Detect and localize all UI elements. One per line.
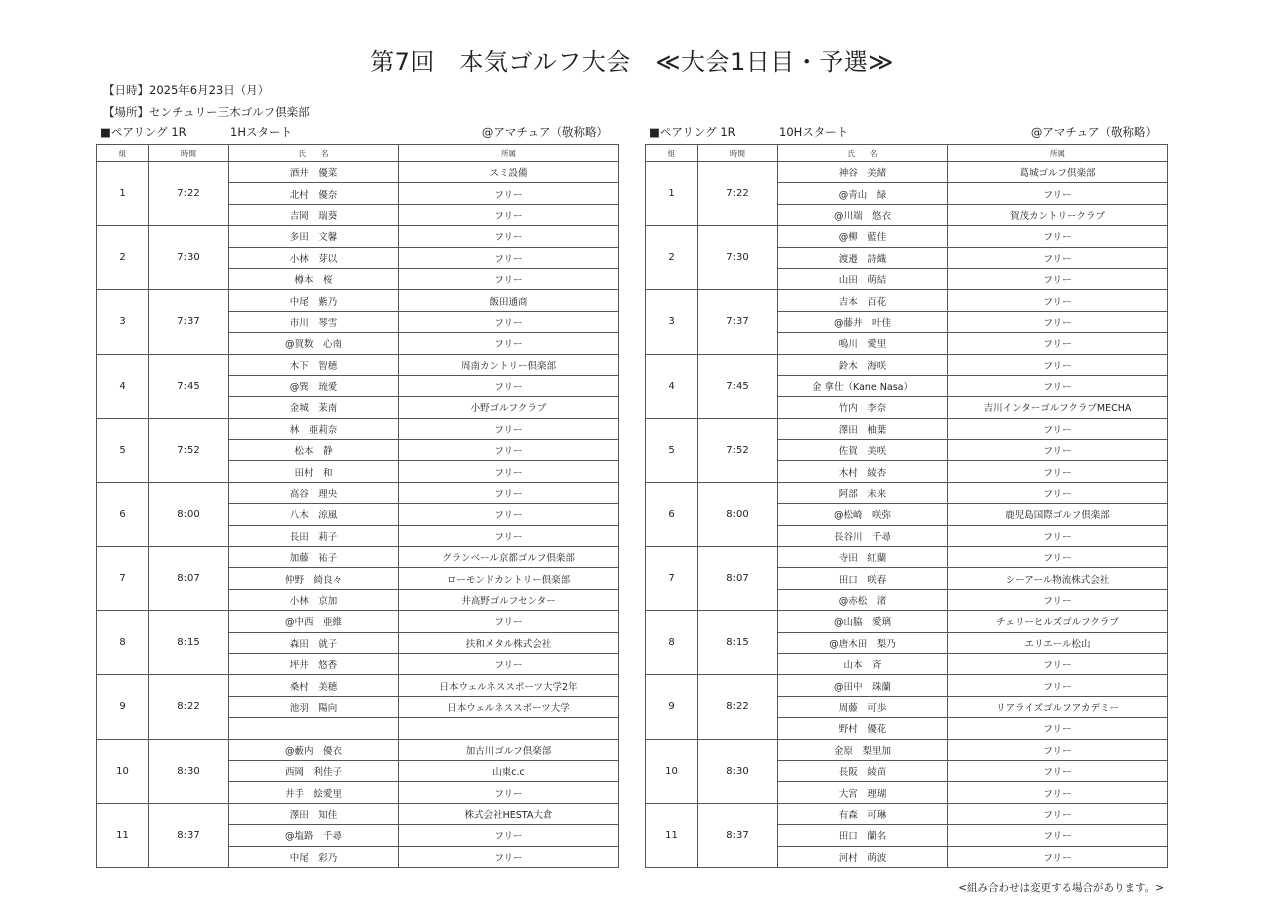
table-row — [646, 547, 1168, 568]
player-club: フリー — [399, 440, 619, 461]
player-name: 高谷 理央 — [229, 482, 399, 503]
player-name: 野村 優花 — [778, 718, 948, 739]
player-club: フリー — [948, 247, 1168, 268]
table-row — [646, 739, 1168, 760]
player-club: 株式会社HESTA大倉 — [399, 803, 619, 824]
player-name: @中西 亜維 — [229, 611, 399, 632]
player-name: 田村 和 — [229, 461, 399, 482]
player-club: フリー — [948, 268, 1168, 289]
player-club: フリー — [948, 333, 1168, 354]
player-club: フリー — [399, 333, 619, 354]
player-club: フリー — [948, 782, 1168, 803]
tee-time: 8:15 — [149, 611, 229, 675]
table-row — [646, 162, 1168, 183]
group-number: 10 — [646, 739, 698, 803]
player-club: フリー — [399, 418, 619, 439]
player-name: 佐賀 美咲 — [778, 440, 948, 461]
player-name: 長阪 綾苗 — [778, 760, 948, 781]
table-row — [646, 226, 1168, 247]
player-club: シーアール物流株式会社 — [948, 568, 1168, 589]
player-club: フリー — [399, 183, 619, 204]
player-name: 松本 静 — [229, 440, 399, 461]
tee-time: 7:30 — [149, 226, 229, 290]
player-name: 金 拿仕（Kane Nasa） — [778, 375, 948, 396]
player-club: フリー — [399, 825, 619, 846]
player-name: @唐木田 梨乃 — [778, 632, 948, 653]
left-pairing-table — [96, 144, 619, 868]
tee-time: 7:22 — [698, 162, 778, 226]
table-row — [97, 547, 619, 568]
tee-time: 8:07 — [149, 547, 229, 611]
player-club: 賀茂カントリークラブ — [948, 204, 1168, 225]
player-club: フリー — [948, 375, 1168, 396]
table-row — [646, 803, 1168, 824]
group-number: 5 — [97, 418, 149, 482]
player-club: 日本ウェルネススポーツ大学2年 — [399, 675, 619, 696]
player-name: 小林 芽以 — [229, 247, 399, 268]
player-name: 林 亜莉奈 — [229, 418, 399, 439]
player-name: 中尾 彩乃 — [229, 846, 399, 867]
player-club: フリー — [948, 461, 1168, 482]
player-club: フリー — [948, 547, 1168, 568]
player-club: フリー — [399, 247, 619, 268]
left-amateur-note: @アマチュア（敬称略） — [481, 125, 608, 139]
page-title: 第7回 本気ゴルフ大会 ≪大会1日目・予選≫ — [370, 48, 894, 76]
player-club: フリー — [399, 611, 619, 632]
player-club: 吉川インターゴルフクラブMECHA — [948, 397, 1168, 418]
player-name: 吉本 百花 — [778, 290, 948, 311]
player-club: フリー — [948, 825, 1168, 846]
tee-time: 8:22 — [698, 675, 778, 739]
player-name: 森田 就子 — [229, 632, 399, 653]
tee-time: 8:00 — [698, 482, 778, 546]
table-row — [97, 354, 619, 375]
player-name: 鳴川 愛里 — [778, 333, 948, 354]
tee-time: 7:45 — [698, 354, 778, 418]
player-name: 池羽 陽向 — [229, 696, 399, 717]
player-name: 田口 蘭名 — [778, 825, 948, 846]
player-name: 山本 斉 — [778, 653, 948, 674]
column-header-name: 氏 名 — [229, 145, 399, 162]
player-name: 渡邉 詩織 — [778, 247, 948, 268]
table-row — [97, 162, 619, 183]
left-section-header — [96, 124, 618, 142]
player-club: フリー — [948, 653, 1168, 674]
player-club: フリー — [399, 268, 619, 289]
tee-time: 7:45 — [149, 354, 229, 418]
player-name: @山脇 愛璃 — [778, 611, 948, 632]
player-club: ローモンドカントリー倶楽部 — [399, 568, 619, 589]
tee-time: 8:37 — [698, 803, 778, 867]
player-name: 金城 茉南 — [229, 397, 399, 418]
table-row — [97, 803, 619, 824]
player-name — [229, 718, 399, 739]
player-name: @青山 緑 — [778, 183, 948, 204]
player-club: 加古川ゴルフ倶楽部 — [399, 739, 619, 760]
right-section-header — [645, 124, 1167, 142]
player-club: 小野ゴルフクラブ — [399, 397, 619, 418]
table-header-row — [646, 145, 1168, 162]
tee-time: 8:15 — [698, 611, 778, 675]
group-number: 7 — [646, 547, 698, 611]
table-row — [97, 611, 619, 632]
group-number: 10 — [97, 739, 149, 803]
player-club: フリー — [399, 846, 619, 867]
player-name: @川端 悠衣 — [778, 204, 948, 225]
table-row — [646, 354, 1168, 375]
group-number: 5 — [646, 418, 698, 482]
player-name: 周藤 可歩 — [778, 696, 948, 717]
group-number: 9 — [646, 675, 698, 739]
group-number: 2 — [97, 226, 149, 290]
player-name: 市川 琴雪 — [229, 311, 399, 332]
player-club: リアライズゴルフアカデミー — [948, 696, 1168, 717]
table-row — [97, 482, 619, 503]
right-pairing-table — [645, 144, 1168, 868]
group-number: 9 — [97, 675, 149, 739]
player-name: 多田 文馨 — [229, 226, 399, 247]
column-header-group: 組 — [97, 145, 149, 162]
footnote: <組み合わせは変更する場合があります。> — [958, 882, 1164, 894]
left-section-label: ■ペアリング 1R — [100, 125, 187, 139]
player-club: フリー — [948, 718, 1168, 739]
column-header-name: 氏 名 — [778, 145, 948, 162]
player-club: フリー — [399, 375, 619, 396]
player-name: @柳 藍佳 — [778, 226, 948, 247]
column-header-club: 所属 — [399, 145, 619, 162]
player-name: 山田 萌結 — [778, 268, 948, 289]
player-club: 山東c.c — [399, 760, 619, 781]
player-name: 八木 涼風 — [229, 504, 399, 525]
player-name: @賀数 心南 — [229, 333, 399, 354]
tee-time: 8:07 — [698, 547, 778, 611]
player-club: フリー — [399, 482, 619, 503]
player-club: フリー — [948, 440, 1168, 461]
table-row — [97, 675, 619, 696]
player-club: フリー — [948, 226, 1168, 247]
player-name: 井手 絵愛里 — [229, 782, 399, 803]
player-name: 吉岡 瑞葵 — [229, 204, 399, 225]
tee-time: 7:30 — [698, 226, 778, 290]
event-date: 【日時】2025年6月23日（月） — [103, 83, 270, 97]
tee-time: 8:30 — [698, 739, 778, 803]
player-name: 木村 綾杏 — [778, 461, 948, 482]
player-club: フリー — [948, 739, 1168, 760]
column-header-group: 組 — [646, 145, 698, 162]
tee-time: 8:30 — [149, 739, 229, 803]
player-club: フリー — [948, 183, 1168, 204]
player-name: @塩路 千尋 — [229, 825, 399, 846]
player-club: フリー — [948, 589, 1168, 610]
table-row — [646, 418, 1168, 439]
player-name: @藤井 叶佳 — [778, 311, 948, 332]
table-row — [646, 611, 1168, 632]
right-start-hole: 10Hスタート — [779, 125, 849, 139]
player-club: 鹿児島国際ゴルフ倶楽部 — [948, 504, 1168, 525]
player-club: 日本ウェルネススポーツ大学 — [399, 696, 619, 717]
player-name: 木下 智穂 — [229, 354, 399, 375]
left-start-hole: 1Hスタート — [230, 125, 292, 139]
player-name: @巽 琉愛 — [229, 375, 399, 396]
player-club — [399, 718, 619, 739]
player-name: 桑村 美穂 — [229, 675, 399, 696]
player-name: 竹内 李奈 — [778, 397, 948, 418]
player-club: チェリーヒルズゴルフクラブ — [948, 611, 1168, 632]
tee-time: 7:37 — [149, 290, 229, 354]
player-name: 小林 京加 — [229, 589, 399, 610]
player-club: フリー — [948, 803, 1168, 824]
group-number: 3 — [646, 290, 698, 354]
player-club: フリー — [399, 226, 619, 247]
player-club: フリー — [948, 418, 1168, 439]
player-club: スミ設備 — [399, 162, 619, 183]
player-name: 澤田 柚葉 — [778, 418, 948, 439]
player-name: 有森 可琳 — [778, 803, 948, 824]
player-club: フリー — [399, 461, 619, 482]
player-club: フリー — [948, 525, 1168, 546]
group-number: 11 — [646, 803, 698, 867]
group-number: 7 — [97, 547, 149, 611]
group-number: 1 — [97, 162, 149, 226]
player-club: フリー — [399, 311, 619, 332]
group-number: 3 — [97, 290, 149, 354]
table-row — [646, 482, 1168, 503]
player-name: 田口 咲春 — [778, 568, 948, 589]
player-name: 金原 梨里加 — [778, 739, 948, 760]
player-club: フリー — [399, 653, 619, 674]
column-header-time: 時間 — [698, 145, 778, 162]
group-number: 1 — [646, 162, 698, 226]
player-name: 酒井 優菜 — [229, 162, 399, 183]
player-club: フリー — [948, 354, 1168, 375]
player-name: 大宮 理瑚 — [778, 782, 948, 803]
group-number: 6 — [646, 482, 698, 546]
right-section-label: ■ペアリング 1R — [649, 125, 736, 139]
group-number: 4 — [646, 354, 698, 418]
player-club: フリー — [399, 525, 619, 546]
player-club: エリエール松山 — [948, 632, 1168, 653]
group-number: 8 — [97, 611, 149, 675]
player-name: 加藤 祐子 — [229, 547, 399, 568]
player-name: 仲野 綺良々 — [229, 568, 399, 589]
player-name: 澤田 知佳 — [229, 803, 399, 824]
player-name: 中尾 紫乃 — [229, 290, 399, 311]
player-club: フリー — [948, 846, 1168, 867]
player-name: 坪井 悠香 — [229, 653, 399, 674]
table-row — [646, 675, 1168, 696]
right-amateur-note: @アマチュア（敬称略） — [1030, 125, 1157, 139]
group-number: 6 — [97, 482, 149, 546]
table-row — [97, 290, 619, 311]
player-club: 周南カントリー倶楽部 — [399, 354, 619, 375]
group-number: 11 — [97, 803, 149, 867]
table-row — [97, 418, 619, 439]
group-number: 8 — [646, 611, 698, 675]
player-club: フリー — [948, 311, 1168, 332]
player-name: 神谷 美緒 — [778, 162, 948, 183]
column-header-time: 時間 — [149, 145, 229, 162]
tee-time: 7:22 — [149, 162, 229, 226]
player-club: 井高野ゴルフセンター — [399, 589, 619, 610]
player-name: 西岡 利佳子 — [229, 760, 399, 781]
table-header-row — [97, 145, 619, 162]
player-name: 長田 莉子 — [229, 525, 399, 546]
group-number: 2 — [646, 226, 698, 290]
player-club: 飯田通商 — [399, 290, 619, 311]
player-club: フリー — [948, 482, 1168, 503]
player-club: フリー — [399, 204, 619, 225]
group-number: 4 — [97, 354, 149, 418]
player-name: @田中 珠蘭 — [778, 675, 948, 696]
player-club: 葛城ゴルフ倶楽部 — [948, 162, 1168, 183]
player-name: 長谷川 千尋 — [778, 525, 948, 546]
player-club: フリー — [399, 782, 619, 803]
player-name: 鈴木 海咲 — [778, 354, 948, 375]
player-club: フリー — [948, 675, 1168, 696]
tee-time: 8:22 — [149, 675, 229, 739]
player-name: 寺田 紅蘭 — [778, 547, 948, 568]
player-name: @松崎 咲弥 — [778, 504, 948, 525]
tee-time: 8:37 — [149, 803, 229, 867]
table-row — [97, 226, 619, 247]
player-club: フリー — [948, 290, 1168, 311]
player-club: グランベール京都ゴルフ倶楽部 — [399, 547, 619, 568]
table-row — [646, 290, 1168, 311]
player-club: フリー — [399, 504, 619, 525]
player-name: @赤松 渚 — [778, 589, 948, 610]
player-name: @藪内 優衣 — [229, 739, 399, 760]
tee-time: 7:52 — [149, 418, 229, 482]
event-venue: 【場所】センチュリー三木ゴルフ倶楽部 — [103, 105, 310, 119]
tee-time: 7:52 — [698, 418, 778, 482]
player-club: フリー — [948, 760, 1168, 781]
table-row — [97, 739, 619, 760]
player-name: 樽本 桜 — [229, 268, 399, 289]
player-name: 北村 優奈 — [229, 183, 399, 204]
player-club: 扶和メタル株式会社 — [399, 632, 619, 653]
tee-time: 8:00 — [149, 482, 229, 546]
column-header-club: 所属 — [948, 145, 1168, 162]
player-name: 阿部 未来 — [778, 482, 948, 503]
tee-time: 7:37 — [698, 290, 778, 354]
player-name: 河村 萌波 — [778, 846, 948, 867]
